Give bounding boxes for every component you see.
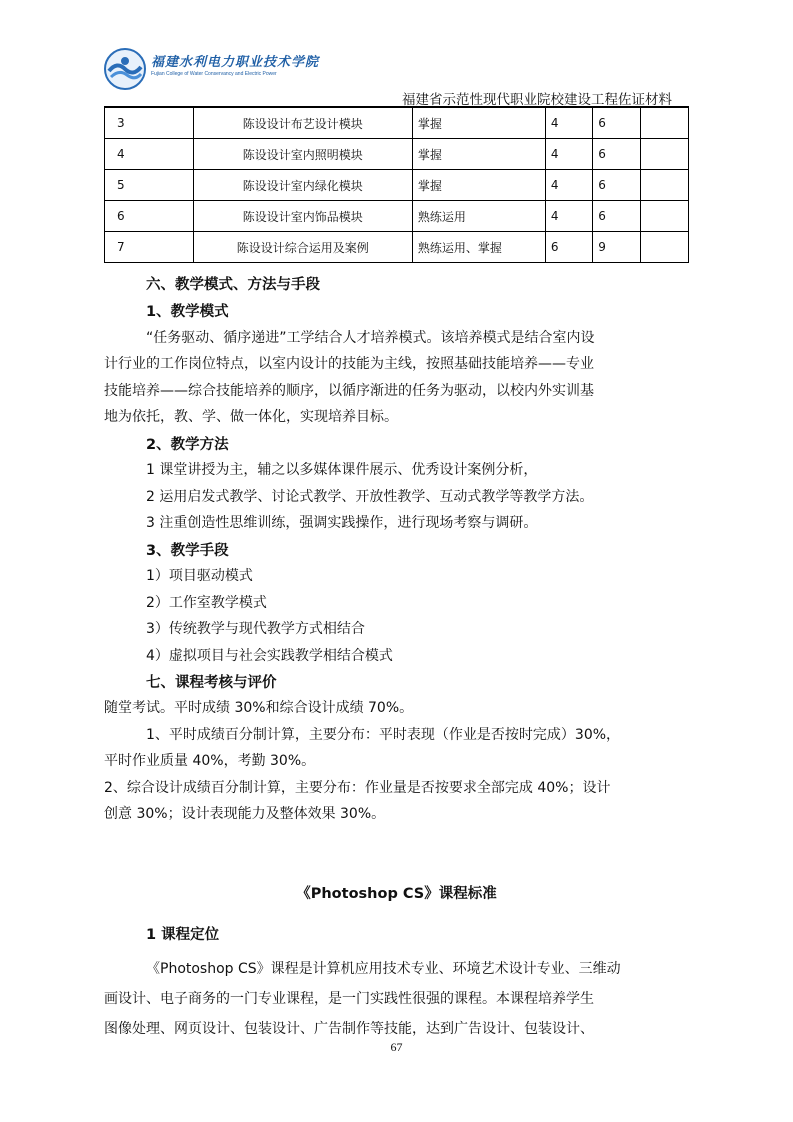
hours-a: 4 — [545, 201, 592, 232]
hours-a: 4 — [545, 139, 592, 170]
list-item: 3）传统教学与现代教学方式相结合 — [146, 621, 365, 637]
paragraph-line: 图像处理、网页设计、包装设计、广告制作等技能，达到广告设计、包装设计、 — [104, 1021, 594, 1037]
paragraph-line: “任务驱动、循序递进”工学结合人才培养模式。该培养模式是结合室内设 — [146, 330, 595, 346]
paragraph-line: 创意 30%；设计表现能力及整体效果 30%。 — [104, 806, 386, 822]
wave-emblem-icon — [103, 47, 147, 91]
section-heading: 七、课程考核与评价 — [146, 675, 277, 691]
list-item: 4）虚拟项目与社会实践教学相结合模式 — [146, 648, 393, 664]
hours-a: 6 — [545, 232, 592, 263]
hours-b: 6 — [593, 108, 640, 139]
mastery-level: 掌握 — [412, 108, 545, 139]
table-row — [105, 201, 689, 232]
paragraph-line: 技能培养——综合技能培养的顺序，以循序渐进的任务为驱动，以校内外实训基 — [104, 383, 594, 399]
extra-cell — [640, 232, 688, 263]
table-row — [105, 139, 689, 170]
table-row — [105, 108, 689, 139]
subsection-heading: 1 课程定位 — [146, 927, 220, 943]
section-heading: 六、教学模式、方法与手段 — [146, 277, 320, 293]
row-index: 4 — [105, 139, 194, 170]
paragraph-line: 计行业的工作岗位特点，以室内设计的技能为主线，按照基础技能培养——专业 — [104, 356, 594, 372]
mastery-level: 掌握 — [412, 139, 545, 170]
document-header-title: 福建省示范性现代职业院校建设工程佐证材料 — [402, 92, 672, 108]
table-row — [105, 170, 689, 201]
module-name: 陈设设计室内照明模块 — [193, 139, 412, 170]
paragraph-line: 平时作业质量 40%，考勤 30%。 — [104, 753, 316, 769]
course-title: 《Photoshop CS》课程标准 — [296, 886, 497, 902]
mastery-level: 熟练运用 — [412, 201, 545, 232]
list-item: 1）项目驱动模式 — [146, 568, 253, 584]
module-name: 陈设设计布艺设计模块 — [193, 108, 412, 139]
row-index: 6 — [105, 201, 194, 232]
logo-text: 福建水利电力职业技术学院 — [151, 55, 320, 70]
table-row — [105, 232, 689, 263]
list-item: 2）工作室教学模式 — [146, 595, 267, 611]
mastery-level: 掌握 — [412, 170, 545, 201]
paragraph-line: 2、综合设计成绩百分制计算，主要分布：作业量是否按要求全部完成 40%；设计 — [104, 780, 611, 796]
row-index: 5 — [105, 170, 194, 201]
list-item: 1 课堂讲授为主，辅之以多媒体课件展示、优秀设计案例分析， — [146, 462, 538, 478]
row-index: 3 — [105, 108, 194, 139]
extra-cell — [640, 201, 688, 232]
mastery-level: 熟练运用、掌握 — [412, 232, 545, 263]
paragraph-line: 1、平时成绩百分制计算，主要分布：平时表现（作业是否按时完成）30%， — [146, 727, 621, 743]
module-name: 陈设设计室内饰品模块 — [193, 201, 412, 232]
hours-b: 6 — [593, 201, 640, 232]
hours-b: 6 — [593, 139, 640, 170]
subsection-heading: 2、教学方法 — [146, 437, 229, 453]
extra-cell — [640, 170, 688, 201]
extra-cell — [640, 108, 688, 139]
subsection-heading: 3、教学手段 — [146, 543, 229, 559]
page-number: 67 — [390, 1040, 403, 1054]
module-table — [104, 107, 689, 263]
module-name: 陈设设计室内绿化模块 — [193, 170, 412, 201]
paragraph-line: 随堂考试。平时成绩 30%和综合设计成绩 70%。 — [104, 700, 414, 716]
subsection-heading: 1、教学模式 — [146, 304, 229, 320]
paragraph-line: 画设计、电子商务的一门专业课程，是一门实践性很强的课程。本课程培养学生 — [104, 991, 594, 1007]
list-item: 3 注重创造性思维训练，强调实践操作，进行现场考察与调研。 — [146, 515, 538, 531]
hours-a: 4 — [545, 170, 592, 201]
row-index: 7 — [105, 232, 194, 263]
module-name: 陈设设计综合运用及案例 — [193, 232, 412, 263]
hours-a: 4 — [545, 108, 592, 139]
hours-b: 6 — [593, 170, 640, 201]
paragraph-line: 地为依托，教、学、做一体化，实现培养目标。 — [104, 409, 398, 425]
logo-subtext: Fujian College of Water Conservancy and Electric Power — [151, 71, 277, 77]
paragraph-line: 《Photoshop CS》课程是计算机应用技术专业、环境艺术设计专业、三维动 — [146, 961, 621, 977]
list-item: 2 运用启发式教学、讨论式教学、开放性教学、互动式教学等教学方法。 — [146, 489, 594, 505]
college-logo — [103, 47, 320, 93]
extra-cell — [640, 139, 688, 170]
hours-b: 9 — [593, 232, 640, 263]
